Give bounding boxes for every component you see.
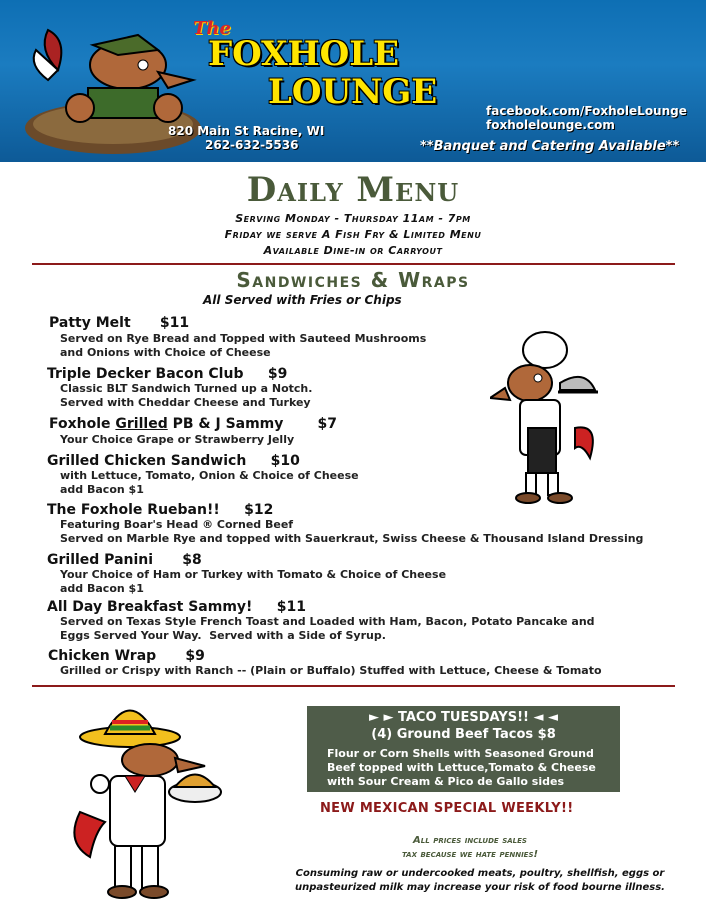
page-title: Daily Menu — [246, 170, 460, 210]
menu-item-name: Triple Decker Bacon Club $9 — [47, 366, 288, 382]
menu-item-desc: Served on Texas Style French Toast and Loaded with Ham, Bacon, Potato Pancake and Eggs Served Your Way. Served with a Side of Syrup. — [60, 615, 595, 642]
menu-item-desc: Your Choice of Ham or Turkey with Tomato & Choice of Cheese add Bacon $1 — [60, 568, 447, 595]
menu-item-name — [49, 416, 337, 432]
food-safety-warning: Consuming raw or undercooked meats, poultry, shellfish, eggs or unpasteurized milk may increase your risk of food bourne illness. — [295, 868, 665, 893]
menu-item-name-underlined: Grilled — [115, 416, 168, 432]
phone-number: 262-632-5536 — [205, 138, 299, 152]
menu-item-name: The Foxhole Rueban!! $12 — [47, 502, 274, 518]
dine-in-note: Available Dine-in or Carryout — [263, 244, 443, 257]
menu-item-name: Grilled Chicken Sandwich $10 — [47, 453, 300, 469]
menu-item-desc: Grilled or Crispy with Ranch -- (Plain or Buffalo) Stuffed with Lettuce, Cheese & Tomato — [60, 664, 602, 677]
menu-item-name: All Day Breakfast Sammy! $11 — [47, 599, 307, 615]
prices-note: All prices include sales — [413, 835, 527, 846]
fox-chef-icon — [490, 328, 600, 508]
logo-lounge: LOUNGE — [268, 72, 438, 112]
menu-item-desc: with Lettuce, Tomato, Onion & Choice of Cheese add Bacon $1 — [60, 469, 359, 496]
taco-tuesday-box — [307, 706, 620, 792]
menu-item-desc: Classic BLT Sandwich Turned up a Notch. Served with Cheddar Cheese and Turkey — [60, 382, 313, 409]
divider-top — [32, 263, 675, 265]
menu-item-name: Chicken Wrap $9 — [48, 648, 205, 664]
section-title: Sandwiches & Wraps — [236, 268, 470, 292]
fox-sombrero-icon — [70, 692, 230, 907]
menu-item-name-part: Foxhole — [49, 416, 116, 432]
menu-item-desc: Served on Rye Bread and Topped with Sauteed Mushrooms and Onions with Choice of Cheese — [60, 332, 427, 359]
taco-heading: ► ► TACO TUESDAYS!! ◄ ◄ — [368, 710, 559, 725]
website-link[interactable]: foxholelounge.com — [486, 118, 615, 132]
taco-description: Flour or Corn Shells with Seasoned Ground Beef topped with Lettuce,Tomato & Cheese with Sour Cream & Pico de Gallo sides — [327, 747, 596, 788]
friday-note: Friday we serve A Fish Fry & Limited Menu — [224, 228, 482, 241]
menu-item-name-part: PB & J Sammy $7 — [167, 416, 337, 432]
prices-note-2: tax because we hate pennies! — [401, 849, 539, 860]
logo-foxhole: FOXHOLE — [208, 34, 400, 74]
banquet-note: **Banquet and Catering Available** — [420, 139, 680, 154]
divider-bottom — [32, 685, 675, 687]
section-subtitle: All Served with Fries or Chips — [203, 293, 402, 307]
taco-special: (4) Ground Beef Tacos $8 — [371, 727, 556, 742]
header-banner — [0, 0, 706, 162]
logo-the: The — [193, 18, 231, 39]
menu-item-desc: Your Choice Grape or Strawberry Jelly — [60, 433, 295, 446]
address: 820 Main St Racine, WI — [168, 124, 325, 138]
menu-item-name: Patty Melt $11 — [49, 315, 190, 331]
mexican-special: NEW MEXICAN SPECIAL WEEKLY!! — [320, 801, 574, 816]
menu-item-desc: Featuring Boar's Head ® Corned Beef Served on Marble Rye and topped with Sauerkraut, Swiss Cheese & Thousand Island Dressing — [60, 518, 644, 545]
facebook-link[interactable]: facebook.com/FoxholeLounge — [486, 104, 687, 118]
serving-hours: Serving Monday - Thursday 11am - 7pm — [235, 212, 471, 225]
menu-item-name: Grilled Panini $8 — [47, 552, 202, 568]
